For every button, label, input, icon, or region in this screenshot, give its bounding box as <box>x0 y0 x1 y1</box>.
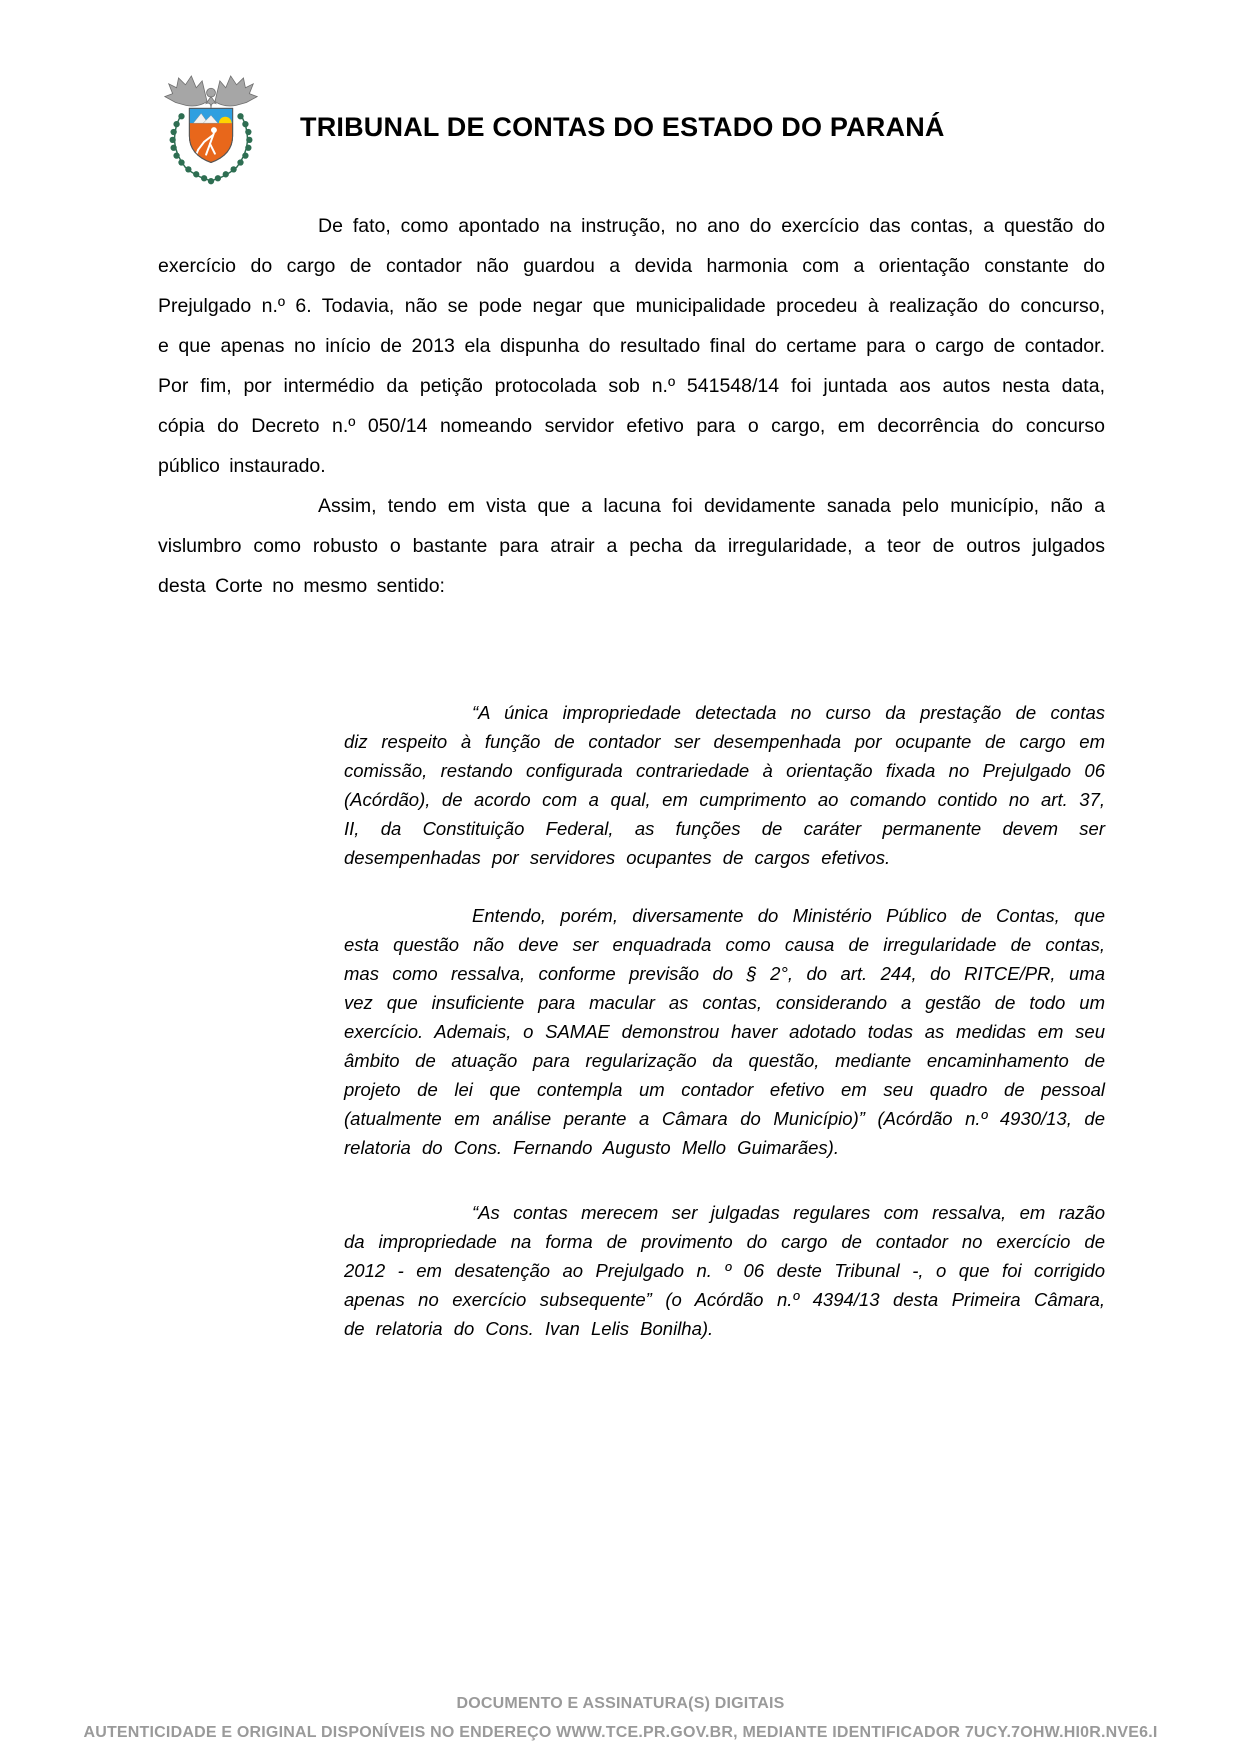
citation-block <box>344 1198 1105 1343</box>
footer-line-authenticity: AUTENTICIDADE E ORIGINAL DISPONÍVEIS NO ENDEREÇO WWW.TCE.PR.GOV.BR, MEDIANTE IDENTIFICADOR 7UCY.7OHW.HI0R.NVE6.I <box>83 1724 1158 1741</box>
footer-line-digital-signature: DOCUMENTO E ASSINATURA(S) DIGITAIS <box>456 1695 785 1712</box>
document-footer <box>0 1689 1241 1747</box>
coat-of-arms-graphic <box>152 70 270 196</box>
body-paragraph: Assim, tendo em vista que a lacuna foi devidamente sanada pelo município, não a vislumbro como robusto o bastante para atrair a pecha da irregularidade, a teor de outros julgados desta Corte no mesmo sentido: <box>158 495 1105 597</box>
citation-block <box>344 698 1105 1162</box>
page-title: TRIBUNAL DE CONTAS DO ESTADO DO PARANÁ <box>300 112 945 142</box>
shield <box>189 108 232 162</box>
quote-paragraph: “As contas merecem ser julgadas regulares com ressalva, em razão da impropriedade na forma de provimento do cargo de contador no exercício de 2012 - em desatenção ao Prejulgado n. º 06 deste Tribunal -, o que foi corrigido apenas no exercício subsequente” (o Acórdão n.º 4394/13 desta Primeira Câmara, de relatoria do Cons. Ivan Lelis Bonilha). <box>344 1202 1105 1339</box>
document-body <box>158 206 1105 1343</box>
eagle-icon <box>165 76 257 108</box>
quote-paragraph: Entendo, porém, diversamente do Ministério Público de Contas, que esta questão não deve ser enquadrada como causa de irregularidade de contas, mas como ressalva, conforme previsão do § 2°, do art. 244, do RITCE/PR, uma vez que insuficiente para macular as contas, considerando a gestão de todo um exercício. Ademais, o SAMAE demonstrou haver adotado todas as medidas em seu âmbito de atuação para regularização da questão, mediante encaminhamento de projeto de lei que contempla um contador efetivo em seu quadro de pessoal (atualmente em análise perante a Câmara do Município)” (Acórdão n.º 4930/13, de relatoria do Cons. Fernando Augusto Mello Guimarães). <box>344 905 1105 1158</box>
body-paragraph: De fato, como apontado na instrução, no ano do exercício das contas, a questão do exercício do cargo de contador não guardou a devida harmonia com a orientação constante do Prejulgado n.º 6. Todavia, não se pode negar que municipalidade procedeu à realização do concurso, e que apenas no início de 2013 ela dispunha do resultado final do certame para o cargo de contador. Por fim, por intermédio da petição protocolada sob n.º 541548/14 foi juntada aos autos nesta data, cópia do Decreto n.º 050/14 nomeando servidor efetivo para o cargo, em decorrência do concurso público instaurado. <box>158 215 1105 477</box>
quote-paragraph: “A única impropriedade detectada no curso da prestação de contas diz respeito à função de contador ser desempenhada por ocupante de cargo em comissão, restando configurada contrariedade à orientação fixada no Prejulgado 06 (Acórdão), de acordo com a qual, em cumprimento ao comando contido no art. 37, II, da Constituição Federal, as funções de caráter permanente devem ser desempenhadas por servidores ocupantes de cargos efetivos. <box>344 702 1105 868</box>
parana-coat-of-arms-icon <box>152 70 270 196</box>
